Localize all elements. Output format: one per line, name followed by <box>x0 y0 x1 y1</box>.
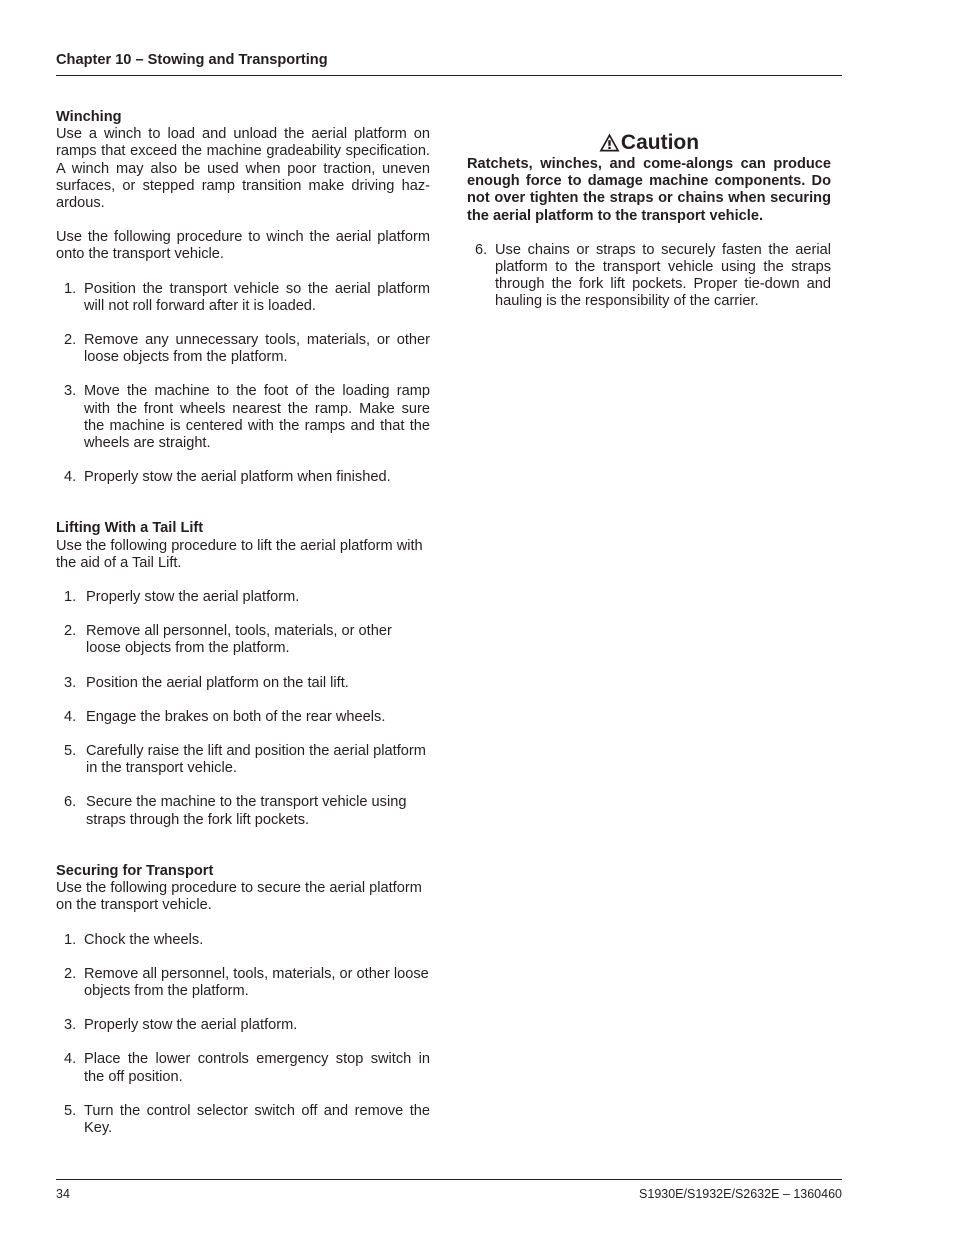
step-text: Remove any unnecessary tools, materials, or other loose objects from the platform. <box>84 332 430 366</box>
caution-box <box>467 130 831 225</box>
tail-lift-steps <box>56 589 430 829</box>
step-text: Move the machine to the foot of the loading ramp with the front wheels nearest the ramp. Make sure the machine is centered with the ramps and that the wheels are straight. <box>84 383 430 452</box>
step-text: Place the lower controls emergency stop switch in the off position. <box>84 1051 430 1085</box>
step-number: 5. <box>64 1102 77 1119</box>
left-column <box>56 109 430 1137</box>
step-text: Remove all personnel, tools, materials, or other loose objects from the platform. <box>86 623 392 657</box>
securing-heading: Securing for Transport <box>56 862 214 879</box>
step-number: 2. <box>64 623 77 640</box>
page-number: 34 <box>56 1187 70 1201</box>
step-text: Turn the control selector switch off and remove the Key. <box>84 1102 430 1136</box>
winching-procedure-intro: Use the following procedure to winch the aerial platform onto the transport vehicle. <box>56 229 430 263</box>
step-text: Properly stow the aerial platform. <box>86 589 300 606</box>
list-item <box>56 469 430 486</box>
winching-steps <box>56 281 430 487</box>
securing-section <box>56 863 430 1137</box>
step-number: 1. <box>64 280 77 297</box>
securing-steps <box>56 932 430 1138</box>
list-item <box>56 743 430 777</box>
tail-lift-heading: Lifting With a Tail Lift <box>56 520 204 537</box>
winching-heading: Winching <box>56 109 122 125</box>
securing-steps-continued <box>467 242 831 311</box>
step-number: 3. <box>64 674 77 691</box>
step-text: Properly stow the aerial platform when finished. <box>84 469 391 486</box>
list-item <box>56 794 430 828</box>
tail-lift-intro: Use the following procedure to lift the aerial platform with the aid of a Tail Lift. <box>56 537 423 571</box>
winching-section <box>56 109 430 486</box>
step-text: Use chains or straps to securely fasten the aerial platform to the transport vehicle using the straps through the fork lift pockets. Proper tie-down and hauling is the responsibility of the carrier. <box>495 241 831 310</box>
step-number: 3. <box>64 1017 77 1034</box>
list-item <box>56 709 430 726</box>
chapter-title: Chapter 10 – Stowing and Transporting <box>56 52 328 68</box>
winching-intro: Use a winch to load and unload the aerial platform on ramps that exceed the machine gradeability specification. A winch may also be used when poor traction, uneven surfaces, or stepped ramp transition make driving haz-ardous. <box>56 126 430 212</box>
step-text: Properly stow the aerial platform. <box>84 1017 298 1034</box>
warning-triangle-icon <box>599 133 620 152</box>
step-number: 4. <box>64 469 77 486</box>
list-item <box>56 1017 430 1034</box>
list-item <box>56 966 430 1000</box>
list-item <box>56 281 430 315</box>
footer-divider <box>56 1179 842 1180</box>
list-item <box>467 242 831 311</box>
list-item <box>56 1051 430 1085</box>
list-item <box>56 332 430 366</box>
list-item <box>56 383 430 452</box>
step-text: Secure the machine to the transport vehicle using straps through the fork lift pockets. <box>86 794 407 828</box>
model-reference: S1930E/S1932E/S2632E – 1360460 <box>639 1187 842 1201</box>
step-text: Chock the wheels. <box>84 931 204 948</box>
right-column <box>467 130 831 311</box>
step-text: Position the transport vehicle so the aerial platform will not roll forward after it is loaded. <box>84 280 430 314</box>
caution-text: Ratchets, winches, and come-alongs can produce enough force to damage machine components. Do not over tighten the straps or chains when securing the aerial platform to the transport vehicle. <box>467 156 831 224</box>
step-number: 1. <box>64 589 77 606</box>
step-text: Remove all personnel, tools, materials, or other loose objects from the platform. <box>84 965 429 999</box>
step-number: 4. <box>64 708 77 725</box>
step-number: 3. <box>64 383 77 400</box>
list-item <box>56 932 430 949</box>
step-number: 6. <box>475 241 488 258</box>
step-number: 5. <box>64 743 77 760</box>
caution-label: Caution <box>620 131 700 154</box>
list-item <box>56 623 430 657</box>
step-text: Carefully raise the lift and position the aerial platform in the transport vehicle. <box>86 743 426 777</box>
step-text: Engage the brakes on both of the rear wheels. <box>86 708 386 725</box>
step-number: 2. <box>64 965 77 982</box>
caution-title <box>467 130 831 156</box>
step-text: Position the aerial platform on the tail lift. <box>86 674 349 691</box>
securing-intro: Use the following procedure to secure the aerial platform on the transport vehicle. <box>56 880 422 914</box>
list-item <box>56 1103 430 1137</box>
list-item <box>56 589 430 606</box>
step-number: 2. <box>64 332 77 349</box>
step-number: 1. <box>64 931 77 948</box>
step-number: 6. <box>64 794 77 811</box>
tail-lift-section <box>56 520 430 828</box>
step-number: 4. <box>64 1051 77 1068</box>
list-item <box>56 675 430 692</box>
header-divider <box>56 75 842 76</box>
